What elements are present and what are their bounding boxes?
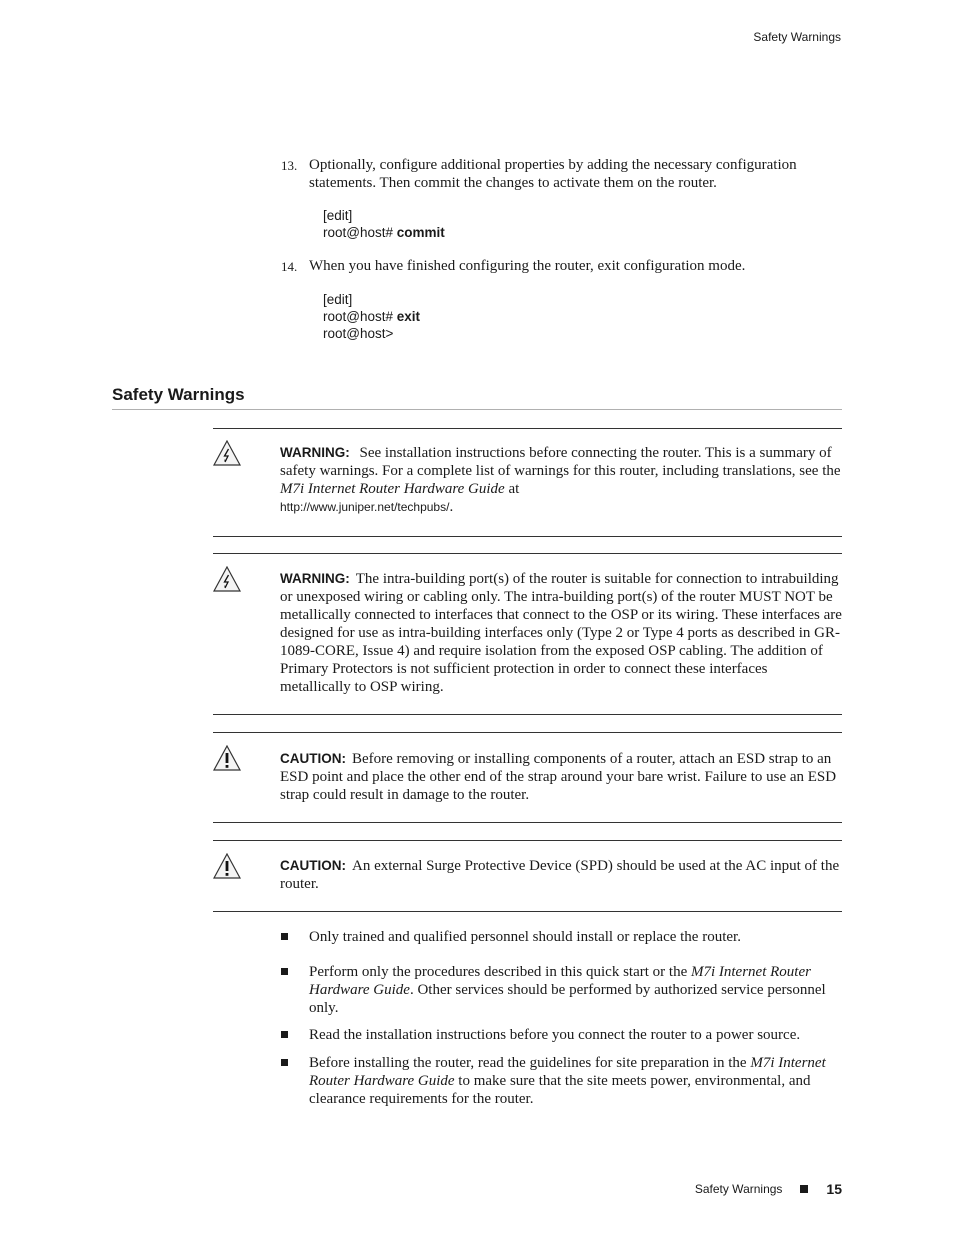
list-item-text: Only trained and qualified personnel should install or replace the router. xyxy=(309,929,741,945)
page-number: 15 xyxy=(826,1181,842,1197)
bullet-square-icon xyxy=(281,1031,288,1038)
code-block xyxy=(323,291,420,342)
warning-notice xyxy=(213,428,842,537)
bullet-square-icon xyxy=(281,1059,288,1066)
code-block xyxy=(323,207,445,241)
code-line xyxy=(323,224,445,241)
techpubs-link[interactable]: http://www.juniper.net/techpubs/ xyxy=(280,500,450,514)
notice-body-text: An external Surge Protective Device (SPD) should be used at the AC input of the router. xyxy=(280,858,840,892)
list-item-text: Read the installation instructions before you connect the router to a power source. xyxy=(309,1027,801,1043)
step-text: When you have finished configuring the router, exit configuration mode. xyxy=(309,258,746,274)
code-line: [edit] xyxy=(323,292,353,307)
list-item xyxy=(281,963,843,1017)
list-item-text xyxy=(309,963,843,1017)
warning-notice xyxy=(213,553,842,715)
step-14 xyxy=(281,257,843,275)
electrical-hazard-icon xyxy=(213,566,241,592)
list-item-text-part: . Other services should be performed by authorized service personnel only. xyxy=(309,982,826,1016)
electrical-hazard-icon xyxy=(213,440,241,466)
list-item-text-part: to make sure that the site meets power, environmental, and clearance requirements for the router. xyxy=(309,1073,811,1107)
list-item-text xyxy=(309,1054,843,1108)
step-number: 14. xyxy=(281,259,298,274)
code-line xyxy=(323,308,420,325)
running-header: Safety Warnings xyxy=(753,30,841,44)
list-item-text-part: Before installing the router, read the guidelines for site preparation in the xyxy=(309,1055,751,1071)
code-command: exit xyxy=(396,309,421,324)
step-13 xyxy=(281,156,843,192)
notice-text xyxy=(280,750,842,804)
code-prompt: root@host# xyxy=(323,225,393,240)
notice-text xyxy=(280,444,842,516)
code-command: commit xyxy=(396,225,445,240)
caution-icon xyxy=(213,853,241,879)
notice-body-text: The intra-building port(s) of the router is suitable for connection to intrabuilding or unexposed wiring or cabling only. The intra-building port(s) of the router MUST NOT be metallically connected to interfaces that connect to the OSP or its wiring. These interfaces are designed for use as intra-building interfaces only (Type 2 or Type 4 ports as described in GR-1089-CORE, Issue 4) and require isolation from the exposed OSP cabling. The addition of Primary Protectors is not sufficient protection in order to connect these interfaces metallically to OSP wiring. xyxy=(280,571,842,695)
code-line: root@host> xyxy=(323,326,394,341)
code-prompt: root@host# xyxy=(323,309,393,324)
notice-body-text: at xyxy=(504,481,520,497)
step-number: 13. xyxy=(281,158,298,173)
list-item xyxy=(281,928,843,946)
guide-title: M7i Internet Router Hardware Guide xyxy=(309,964,811,998)
code-line: [edit] xyxy=(323,208,353,223)
warning-label: WARNING: xyxy=(280,445,350,460)
notice-body-text: See installation instructions before connecting the router. This is a summary of safety warnings. For a complete list of warnings for this router, including translations, see the xyxy=(280,445,841,479)
caution-label: CAUTION: xyxy=(280,751,346,766)
page-footer xyxy=(695,1180,842,1198)
section-title: Safety Warnings xyxy=(112,385,245,404)
warning-label: WARNING: xyxy=(280,571,350,586)
footer-section-title: Safety Warnings xyxy=(694,1182,783,1196)
section-divider xyxy=(112,409,842,410)
url-suffix: . xyxy=(449,499,454,515)
list-item xyxy=(281,1054,843,1108)
guide-title: M7i Internet Router Hardware Guide xyxy=(309,1055,826,1089)
notice-text xyxy=(280,857,842,893)
caution-label: CAUTION: xyxy=(280,858,346,873)
bullet-square-icon xyxy=(281,968,288,975)
footer-square-icon xyxy=(800,1185,808,1193)
step-text: Optionally, configure additional properties by adding the necessary configuration statements. Then commit the changes to activate them on the router. xyxy=(309,157,797,191)
guide-title: M7i Internet Router Hardware Guide xyxy=(280,481,505,497)
caution-icon xyxy=(213,745,241,771)
caution-notice xyxy=(213,732,842,823)
bullet-square-icon xyxy=(281,933,288,940)
notice-body-text: Before removing or installing components of a router, attach an ESD strap to an ESD point and place the other end of the strap around your bare wrist. Failure to use an ESD strap could result in damage to the router. xyxy=(280,751,837,803)
caution-notice xyxy=(213,840,842,912)
list-item xyxy=(281,1026,843,1044)
list-item-text-part: Perform only the procedures described in this quick start or the xyxy=(309,964,691,980)
notice-text xyxy=(280,570,842,696)
